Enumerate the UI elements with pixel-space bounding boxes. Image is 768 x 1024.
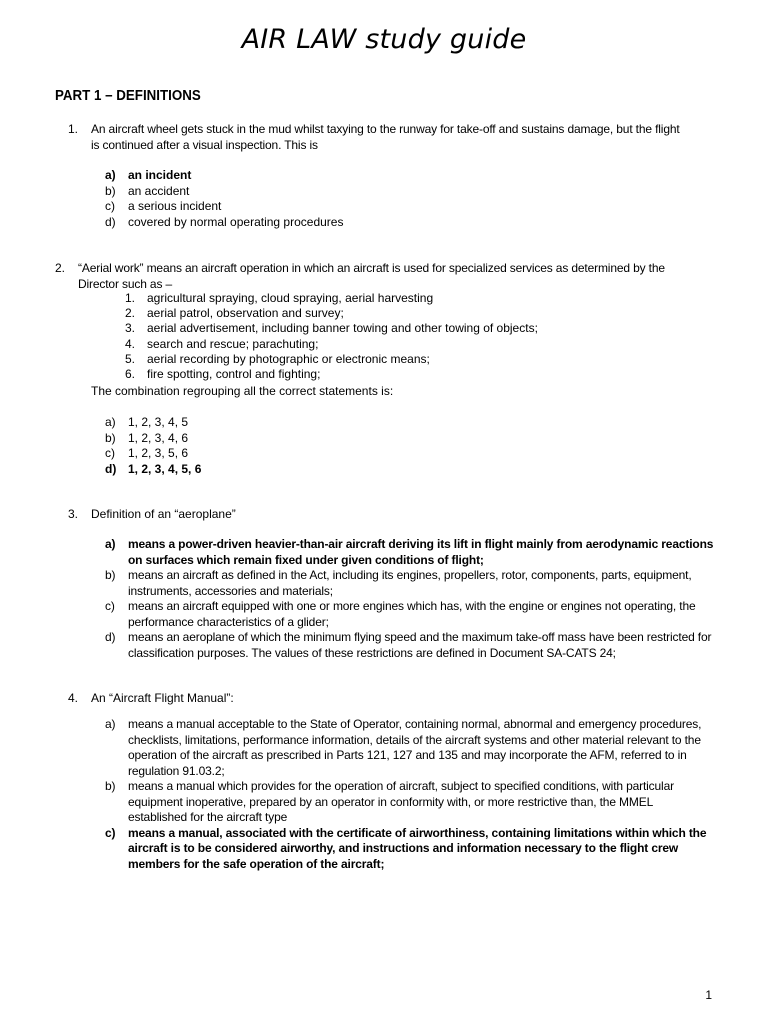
option-letter: b) (105, 430, 116, 445)
option-letter: b) (105, 183, 116, 198)
question-text: “Aerial work” means an aircraft operation in which an aircraft is used for specialized services as determined by the Director such as – (78, 261, 665, 291)
option (105, 446, 665, 462)
option-text: means a manual which provides for the operation of aircraft, subject to specified conditions, with particular equipment inoperative, prepared by an operator in conformity with, or more restrictive than, the MMEL established for the aircraft type (128, 779, 674, 824)
item-text: agricultural spraying, cloud spraying, aerial harvesting (147, 291, 434, 305)
item-number: 3. (125, 321, 136, 336)
option-text: a serious incident (128, 199, 222, 213)
document-title: AIR LAW study guide (241, 24, 527, 55)
question-text: An “Aircraft Flight Manual”: (91, 691, 234, 705)
option (105, 431, 665, 447)
list-item (125, 321, 575, 336)
question-number: 1. (68, 122, 79, 136)
list-item (125, 367, 575, 382)
item-number: 6. (125, 366, 136, 381)
option-text: 1, 2, 3, 5, 6 (128, 446, 189, 460)
list-item (125, 337, 575, 352)
question-text: An aircraft wheel gets stuck in the mud whilst taxying to the runway for take-off and sustains damage, but the flight is continued after a visual inspection. This is (91, 122, 680, 152)
option (105, 630, 715, 661)
option-text: means an aeroplane of which the minimum flying speed and the maximum take-off mass have been restricted for classification purposes. The values of these restrictions are defined in Document SA-CATS 24; (128, 630, 712, 660)
option-text: 1, 2, 3, 4, 5 (128, 415, 189, 429)
option-letter: d) (105, 214, 116, 229)
option-letter: a) (105, 537, 116, 551)
option (105, 168, 665, 184)
option-letter: c) (105, 446, 115, 460)
option-letter: c) (105, 199, 115, 213)
option-text: means a manual, associated with the certificate of airworthiness, containing limitations within which the aircraft is to be considered airworthy, and instructions and information necessary to the flight crew members for the safe operation of the aircraft; (128, 825, 707, 871)
option-letter: d) (105, 630, 116, 644)
option (105, 779, 710, 826)
option (105, 599, 715, 630)
option-text: an incident (128, 168, 192, 182)
option (105, 215, 665, 231)
option (105, 717, 710, 779)
option-letter: c) (105, 599, 115, 613)
option-text: covered by normal operating procedures (128, 214, 344, 229)
question-3-options (105, 537, 715, 661)
question-2-options (105, 415, 665, 477)
option-letter: c) (105, 825, 116, 840)
option-letter: b) (105, 568, 116, 582)
option-letter: d) (105, 461, 117, 476)
option-text: an accident (128, 183, 190, 198)
option-letter: a) (105, 168, 116, 182)
question-text: Definition of an “aeroplane” (91, 507, 236, 521)
question-number: 4. (68, 691, 79, 705)
item-text: aerial patrol, observation and survey; (147, 306, 344, 321)
item-text: search and rescue; parachuting; (147, 336, 319, 351)
option-letter: b) (105, 779, 116, 793)
item-number: 1. (125, 291, 136, 305)
page-number: 1 (705, 988, 712, 1002)
option-text: means an aircraft as defined in the Act, including its engines, propellers, rotor, components, parts, equipment, instruments, accessories and materials; (128, 568, 692, 598)
item-number: 2. (125, 306, 136, 321)
option (105, 568, 715, 599)
aerial-work-list (125, 291, 575, 382)
option-text: 1, 2, 3, 4, 6 (128, 430, 189, 445)
question-number: 3. (68, 507, 79, 521)
list-item (125, 306, 575, 321)
item-number: 5. (125, 351, 136, 366)
item-text: aerial advertisement, including banner towing and other towing of objects; (147, 321, 538, 336)
option (105, 537, 715, 568)
option (105, 462, 665, 478)
option (105, 199, 665, 215)
question-number: 2. (55, 261, 66, 275)
item-number: 4. (125, 336, 136, 351)
combination-prompt: The combination regrouping all the correct statements is: (91, 384, 394, 398)
item-text: aerial recording by photographic or electronic means; (147, 351, 430, 366)
item-text: fire spotting, control and fighting; (147, 366, 321, 381)
option-letter: a) (105, 717, 116, 731)
list-item (125, 352, 575, 367)
option-text: means an aircraft equipped with one or more engines which has, with the engine or engines not operating, the performance characteristics of a glider; (128, 599, 696, 629)
list-item (125, 291, 575, 306)
question-1-options (105, 168, 665, 230)
option (105, 184, 665, 200)
option (105, 415, 665, 431)
part-heading: PART 1 – DEFINITIONS (55, 88, 201, 104)
option-text: means a power-driven heavier-than-air aircraft deriving its lift in flight mainly from aerodynamic reactions on surfaces which remain fixed under given conditions of flight; (128, 537, 714, 567)
option-text: 1, 2, 3, 4, 5, 6 (128, 461, 202, 476)
question-4-options (105, 717, 710, 872)
option-letter: a) (105, 415, 116, 429)
option-text: means a manual acceptable to the State of Operator, containing normal, abnormal and emergency procedures, checklists, limitations, performance information, details of the aircraft systems and other material relevant to the operation of the aircraft as prescribed in Parts 121, 127 and 135 and may incorporate the AFM, referred to in regulation 91.03.2; (128, 717, 702, 778)
option (105, 826, 710, 873)
